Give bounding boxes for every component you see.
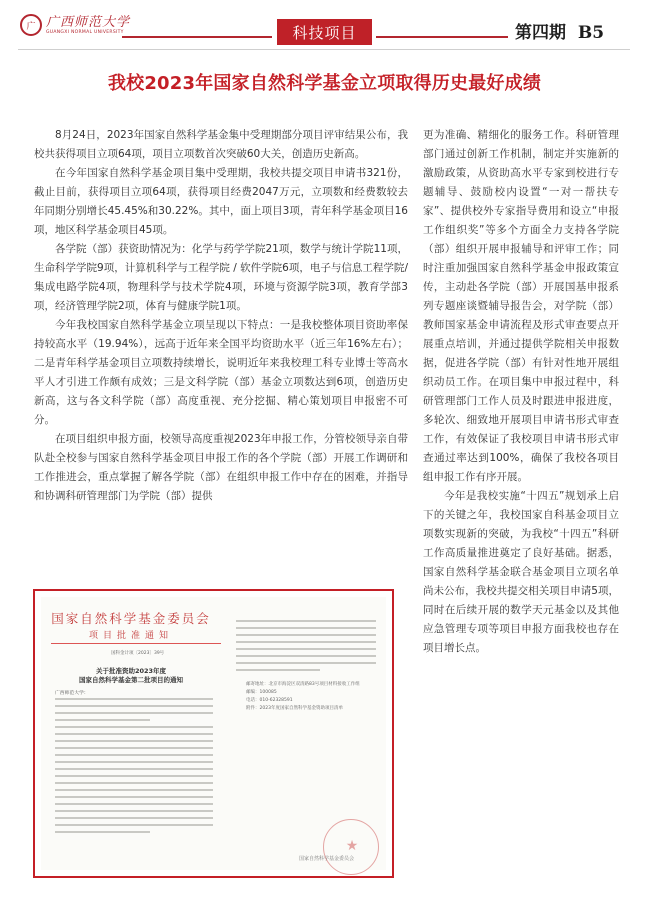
- page-header: [0, 0, 649, 52]
- notice-addressee: 广西师范大学：: [55, 691, 89, 696]
- article-right-column: [423, 126, 619, 658]
- notice-red-rule: [51, 643, 221, 644]
- paragraph: 更为准确、精细化的服务工作。科研管理部门通过创新工作机制，制定并实施新的激励政策，从资助高水平专家到校进行专题辅导、鼓励校内设置“一对一帮扶专家”、提供校外专家指导费用和设立“申报工作组织奖”等多个方面全力支持各学院（部）组织开展申报辅导和评审工作；同时注重加强国家自然科学基金申报政策宣传，主动赴各学院（部）开展国基申报系列专题座谈暨辅导报告会，对学院（部）教师国家基金申请流程及形式审查要点开展重点培训，并通过提供学院相关申报数据，促进各学院（部）有针对性地开展组织动员工作。在项目集中申报过程中，科研管理部门工作人员及时跟进申报进度，多轮次、细致地开展项目申请书形式审查工作，有效保证了我校项目申请书形式审查通过率达到100%，确保了我校各项目组申报工作有序开展。: [423, 129, 619, 483]
- official-seal-icon: ★: [323, 819, 379, 875]
- notice-reference-number: 国科金计项〔2023〕39号: [111, 651, 165, 656]
- notice-body-text-right: [236, 620, 376, 676]
- approval-notice-image: [33, 589, 394, 878]
- paragraph: 在今年国家自然科学基金项目集中受理期，我校共提交项目申请书321份，截止目前，获得项目立项64项，获得项目经费2047万元，立项数和经费数较去年同期分别增长45.45%和30.22%。其中，面上项目3项，青年科学基金项目16项，地区科学基金项目45项。: [34, 167, 408, 236]
- paragraph: 今年是我校实施“十四五”规划承上启下的关键之年，我校国家自科基金项目立项数实现新的突破，为我校“十四五”科研工作高质量推进奠定了良好基础。据悉，国家自然科学基金联合基金项目立项名单尚未公布，我校共提交相关项目申请5项，同时在后续开展的数学天元基金以及其他应急管理专项等项目申报方面我校也存在项目增长点。: [423, 490, 619, 654]
- paragraph: 8月24日，2023年国家自然科学基金集中受理期部分项目评审结果公布，我校共获得项目立项64项，项目立项数首次突破60大关，创造历史新高。: [34, 129, 408, 160]
- paragraph: 各学院（部）获资助情况为：化学与药学学院21项，数学与统计学院11项，生命科学学院9项，计算机科学与工程学院 / 软件学院6项，电子与信息工程学院/集成电路学院4项，物理科学与技术学院4项，环境与资源学院3项，教育学部3项，经济管理学院2项，体育与健康学院1项。: [34, 243, 408, 312]
- section-tag: 科技项目: [277, 19, 372, 45]
- header-divider: [18, 49, 630, 50]
- notice-address-block: 邮寄地址：北京市海淀区双清路83号项目材料接收工作组 邮编：100085 电话：010-62328591 附件：2023年度国家自然科学基金资助项目清单: [246, 682, 360, 711]
- paragraph: 今年我校国家自然科学基金立项呈现以下特点：一是我校整体项目资助率保持较高水平（19.94%），远高于近年来全国平均资助水平（近三年16%左右）；二是青年科学基金项目立项数持续增长，说明近年来我校理工科专业博士等高水平人才引进工作颇有成效；三是文科学院（部）基金立项数达到6项，创造历史新高，这与各文科学院（部）高度重视、充分挖掘、精心策划项目申报密不可分。: [34, 319, 408, 426]
- article-headline: 我校2023年国家自然科学基金立项取得历史最好成绩: [107, 73, 542, 94]
- logo-chinese-name: 广西师范大学: [46, 14, 131, 30]
- header-rule-right: [376, 36, 508, 38]
- notice-doc-title: 国家自然科学基金第二批项目的通知: [79, 676, 183, 684]
- notice-title: 国家自然科学基金委员会: [51, 611, 211, 626]
- issue-page-label: 第四期 B5: [515, 23, 605, 43]
- university-seal-icon: 广: [20, 14, 42, 36]
- notice-doc-title: 关于批准资助2023年度: [95, 667, 167, 675]
- notice-issuer: 国家自然科学基金委员会: [299, 856, 355, 862]
- header-rule-left: [122, 36, 272, 38]
- notice-body-text-left: [55, 698, 213, 838]
- notice-document: [41, 597, 386, 870]
- notice-subtitle: 项目批准通知: [88, 631, 173, 641]
- paragraph: 在项目组织申报方面，校领导高度重视2023年申报工作，分管校领导亲自带队赴全校参与国家自然科学基金项目申报工作的各个学院（部）开展工作调研和工作推进会，重点掌握了解各学院（部）在组织申报工作中存在的困难，并指导和协调科研管理部门为学院（部）提供: [34, 433, 408, 502]
- university-logo: [20, 14, 130, 36]
- article-left-column: [34, 126, 408, 506]
- logo-english-name: GUANGXI NORMAL UNIVERSITY: [46, 29, 124, 35]
